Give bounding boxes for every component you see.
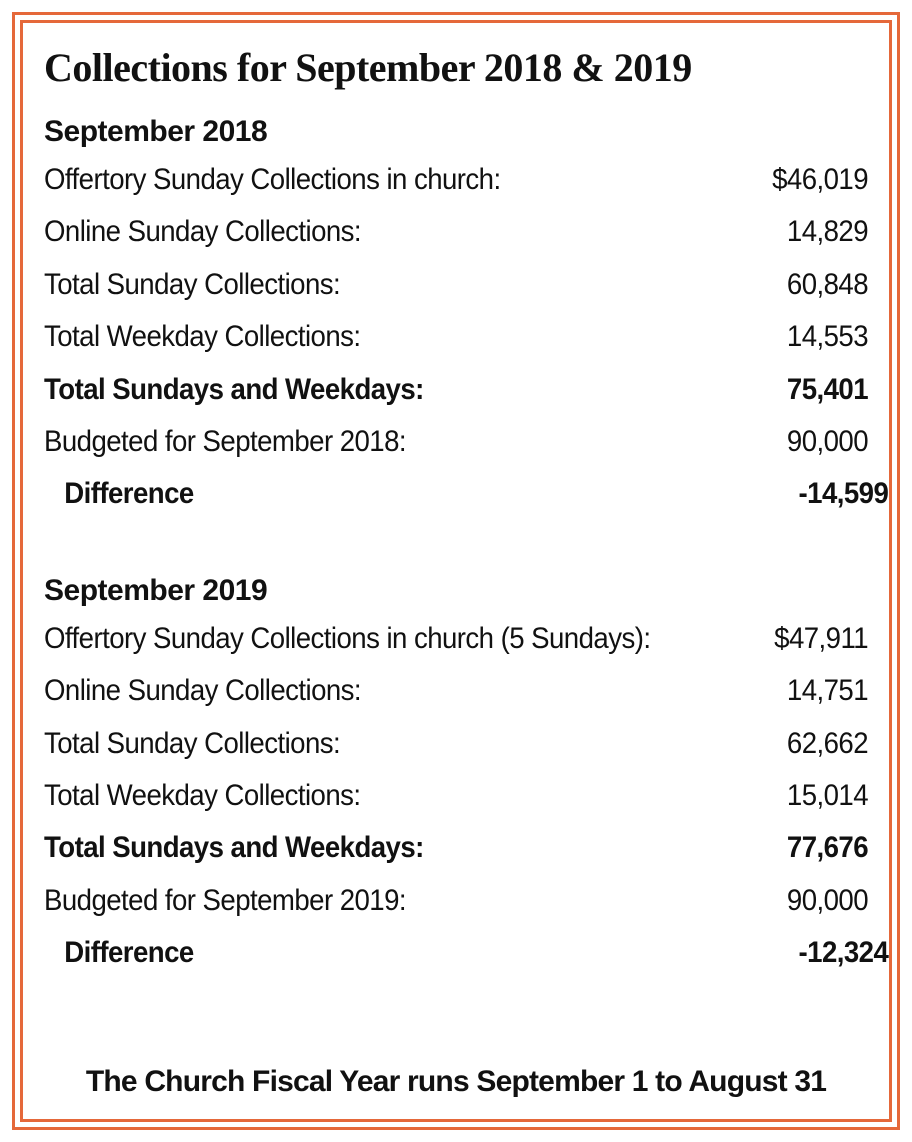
row-value: 90,000: [786, 425, 869, 459]
row-label: Total Sunday Collections:: [44, 267, 341, 301]
row-value: 14,829: [786, 215, 869, 249]
row-budgeted: [44, 416, 868, 468]
row-label: Difference: [64, 477, 194, 511]
row-total-all: [44, 364, 868, 416]
row-label: Total Sundays and Weekdays:: [44, 372, 424, 406]
row-value: 14,553: [786, 320, 869, 354]
row-online: [44, 206, 868, 258]
row-label: Budgeted for September 2019:: [44, 883, 407, 917]
row-label: Total Weekday Collections:: [44, 779, 361, 813]
row-label: Total Sunday Collections:: [44, 726, 341, 760]
row-label: Online Sunday Collections:: [44, 674, 362, 708]
row-value: 60,848: [786, 267, 869, 301]
row-offertory: [44, 154, 868, 206]
row-value: 15,014: [786, 779, 869, 813]
row-label: Total Sundays and Weekdays:: [44, 831, 424, 865]
row-value: $46,019: [772, 163, 869, 196]
row-value: -12,324: [798, 936, 889, 970]
row-label: Online Sunday Collections:: [44, 215, 362, 249]
row-label: Difference: [64, 936, 194, 970]
row-value: 62,662: [786, 726, 869, 760]
row-total-sunday: [44, 259, 868, 311]
row-label: Offertory Sunday Collections in church:: [44, 163, 501, 196]
row-value: $47,911: [774, 621, 869, 655]
row-total-weekday: [44, 311, 868, 363]
section-heading: September 2019: [44, 573, 268, 607]
page-title: Collections for September 2018 & 2019: [44, 45, 692, 90]
row-difference: [44, 468, 888, 520]
row-total-weekday: [44, 770, 868, 822]
row-budgeted: [44, 875, 868, 927]
row-label: Total Weekday Collections:: [44, 320, 361, 354]
row-total-all: [44, 822, 868, 874]
row-value: 77,676: [786, 831, 869, 865]
row-offertory: [44, 613, 868, 665]
collections-panel: [44, 40, 889, 980]
fiscal-year-note: The Church Fiscal Year runs September 1 to August 31: [85, 1065, 827, 1098]
row-total-sunday: [44, 718, 868, 770]
row-value: -14,599: [798, 477, 889, 511]
row-label: Offertory Sunday Collections in church (5 Sundays):: [44, 621, 651, 655]
row-value: 75,401: [786, 372, 869, 406]
row-value: 14,751: [786, 674, 869, 708]
section-heading: September 2018: [44, 115, 268, 148]
row-difference: [44, 927, 888, 979]
section-2019: [44, 569, 889, 980]
row-value: 90,000: [786, 883, 869, 917]
row-label: Budgeted for September 2018:: [44, 425, 407, 459]
row-online: [44, 665, 868, 717]
section-2018: [44, 110, 889, 521]
